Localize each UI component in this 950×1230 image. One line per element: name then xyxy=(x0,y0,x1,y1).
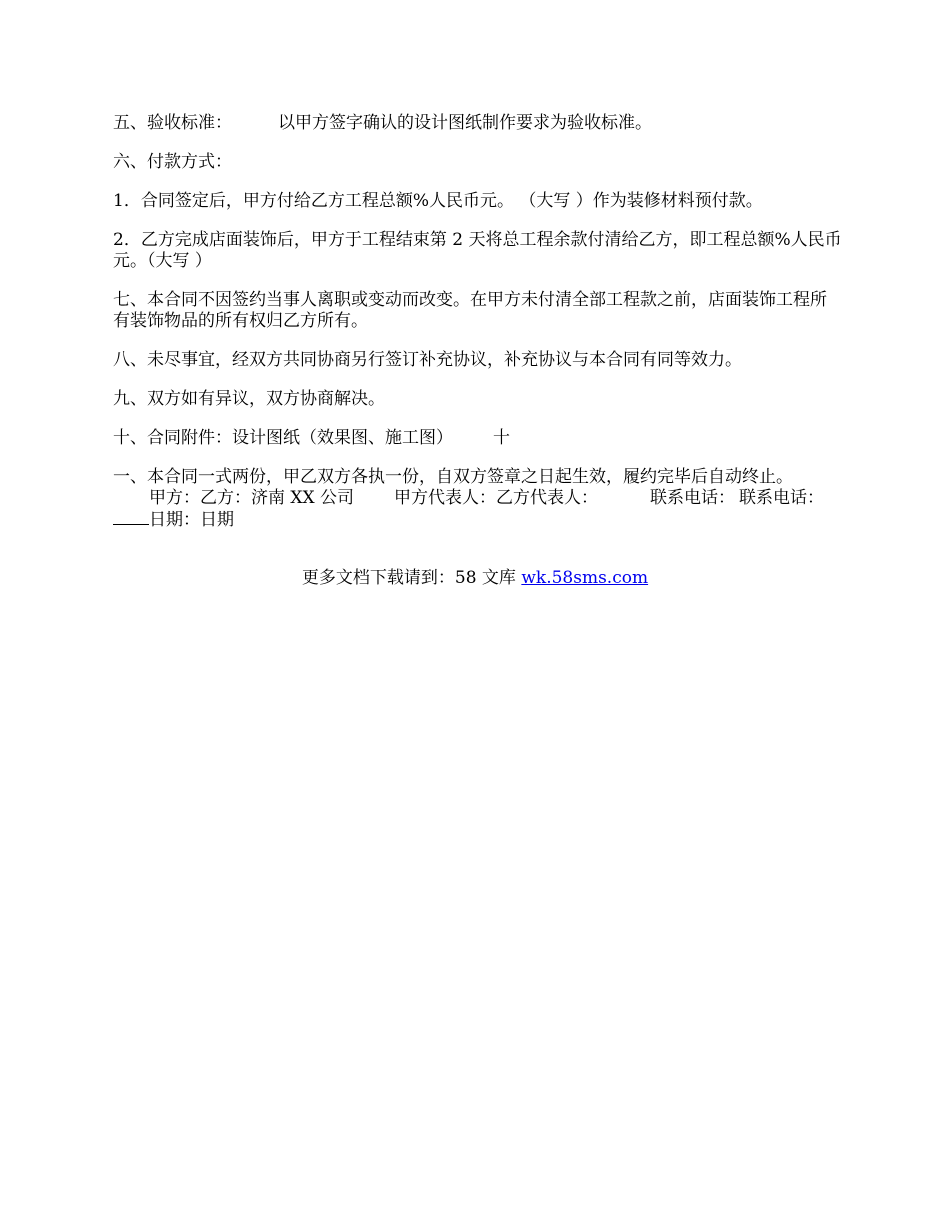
contract-body xyxy=(113,113,843,549)
clause-payment-item-2: 2．乙方完成店面装饰后，甲方于工程结束第 2 天将总工程余款付清给乙方，即工程总额%人民币 元。（大写 ） xyxy=(113,230,842,271)
clause-dispute: 九、双方如有异议，双方协商解决。 xyxy=(113,389,385,409)
footer-link[interactable]: wk.58sms.com xyxy=(521,568,649,588)
clause-supplementary: 八、未尽事宜，经双方共同协商另行签订补充协议，补充协议与本合同有同等效力。 xyxy=(113,350,742,370)
clause-acceptance-text: 以甲方签字确认的设计图纸制作要求为验收标准。 xyxy=(278,113,652,133)
signature-blank-line xyxy=(113,509,149,525)
clause-payment-item-1: 1．合同签定后，甲方付给乙方工程总额%人民币元。 （大写 ）作为装修材料预付款。 xyxy=(113,191,763,211)
clause-acceptance-standard xyxy=(113,113,843,134)
signature-representatives: 甲方代表人：乙方代表人： xyxy=(394,488,599,508)
clause-copies-text: 一、本合同一式两份，甲乙双方各执一份，自双方签章之日起生效，履约完毕后自动终止。 xyxy=(113,467,793,487)
clause-ownership: 七、本合同不因签约当事人离职或变动而改变。在甲方未付清全部工程款之前，店面装饰工程所有装饰物品的所有权归乙方所有。 xyxy=(113,290,827,331)
clause-attachments xyxy=(113,428,843,449)
signature-date: 日期：日期 xyxy=(149,510,234,530)
clause-attachments-tail: 十 xyxy=(493,428,510,448)
clause-acceptance-label: 五、验收标准： xyxy=(113,113,232,133)
footer-text: 更多文档下载请到：58 文库 xyxy=(301,568,522,588)
clause-copies-and-signatures xyxy=(113,467,843,531)
signature-phone-a: 联系电话： xyxy=(650,488,736,508)
clause-attachments-text: 十、合同附件：设计图纸（效果图、施工图） xyxy=(113,428,453,448)
clause-payment-heading: 六、付款方式： xyxy=(113,152,232,172)
signature-phone-b: 联系电话： xyxy=(739,488,825,508)
signature-parties: 甲方：乙方：济南 XX 公司 xyxy=(149,488,355,508)
download-footer xyxy=(0,568,950,589)
